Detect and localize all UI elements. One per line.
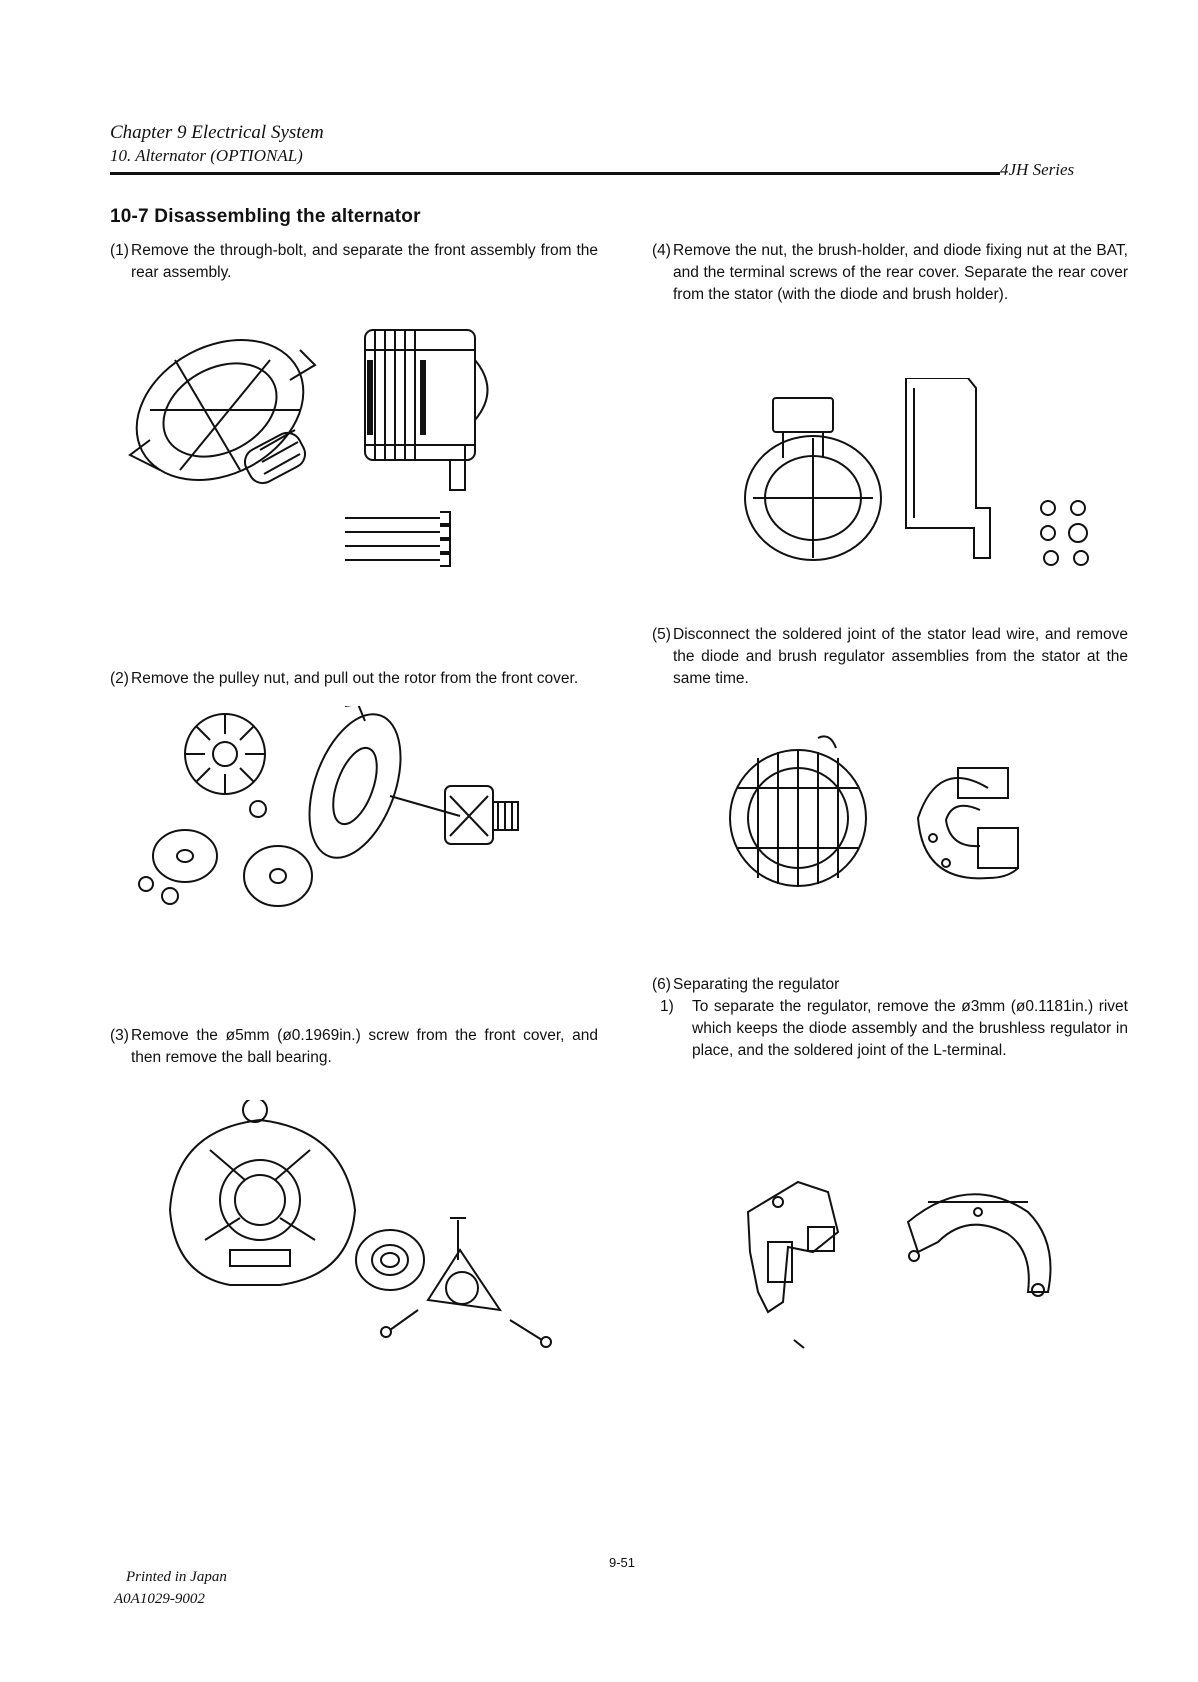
step-2 — [110, 668, 598, 690]
header-rule — [110, 172, 1000, 175]
front-rear-assembly-drawing — [120, 320, 540, 630]
step-text: Disconnect the soldered joint of the stator lead wire, and remove the diode and brush regulator assemblies from the stator at the same time. — [673, 626, 1128, 687]
step-text: Remove the ø5mm (ø0.1969in.) screw from the front cover, and then remove the ball bearing. — [131, 1027, 598, 1066]
step-number: 1) — [660, 998, 674, 1015]
rotor-front-cover-drawing — [130, 706, 550, 966]
document-code: A0A1029-9002 — [114, 1591, 205, 1607]
step-6 — [652, 974, 1128, 996]
step-text: To separate the regulator, remove the ø3mm (ø0.1181in.) rivet which keeps the diode assembly and the brushless regulator in place, and the soldered joint of the L-terminal. — [692, 998, 1128, 1059]
section-subtitle: 10. Alternator (OPTIONAL) — [110, 146, 303, 165]
step-number: (4) — [652, 242, 671, 259]
step-5 — [652, 624, 1128, 690]
step-4 — [652, 240, 1128, 306]
page-number: 9-51 — [609, 1555, 636, 1570]
figure-4 — [728, 378, 1118, 578]
chapter-title: Chapter 9 Electrical System — [110, 122, 324, 143]
step-number: (3) — [110, 1027, 129, 1044]
printed-in-label: Printed in Japan — [126, 1569, 227, 1585]
figure-6 — [728, 1172, 1088, 1362]
step-text: Remove the through-bolt, and separate the front assembly from the rear assembly. — [131, 242, 598, 281]
step-number: (2) — [110, 670, 129, 687]
series-label: 4JH Series — [1000, 160, 1075, 179]
step-6-1 — [660, 996, 1128, 1062]
rear-cover-stator-drawing — [728, 378, 1118, 578]
figure-5 — [718, 728, 1058, 898]
step-text: Remove the nut, the brush-holder, and diode fixing nut at the BAT, and the terminal screws of the rear cover. Separate the rear cover from the stator (with the diode and brush holder). — [673, 242, 1128, 303]
regulator-diode-drawing — [728, 1172, 1088, 1362]
step-3 — [110, 1025, 598, 1069]
stator-diode-drawing — [718, 728, 1058, 898]
section-heading: 10-7 Disassembling the alternator — [110, 206, 421, 227]
front-cover-bearing-drawing — [150, 1100, 570, 1360]
step-text: Separating the regulator — [673, 976, 840, 993]
figure-3 — [150, 1100, 570, 1360]
step-1 — [110, 240, 598, 284]
figure-1 — [120, 320, 540, 630]
step-number: (1) — [110, 242, 129, 259]
figure-2 — [130, 706, 550, 966]
step-number: (6) — [652, 976, 671, 993]
step-text: Remove the pulley nut, and pull out the rotor from the front cover. — [131, 670, 579, 687]
step-number: (5) — [652, 626, 671, 643]
